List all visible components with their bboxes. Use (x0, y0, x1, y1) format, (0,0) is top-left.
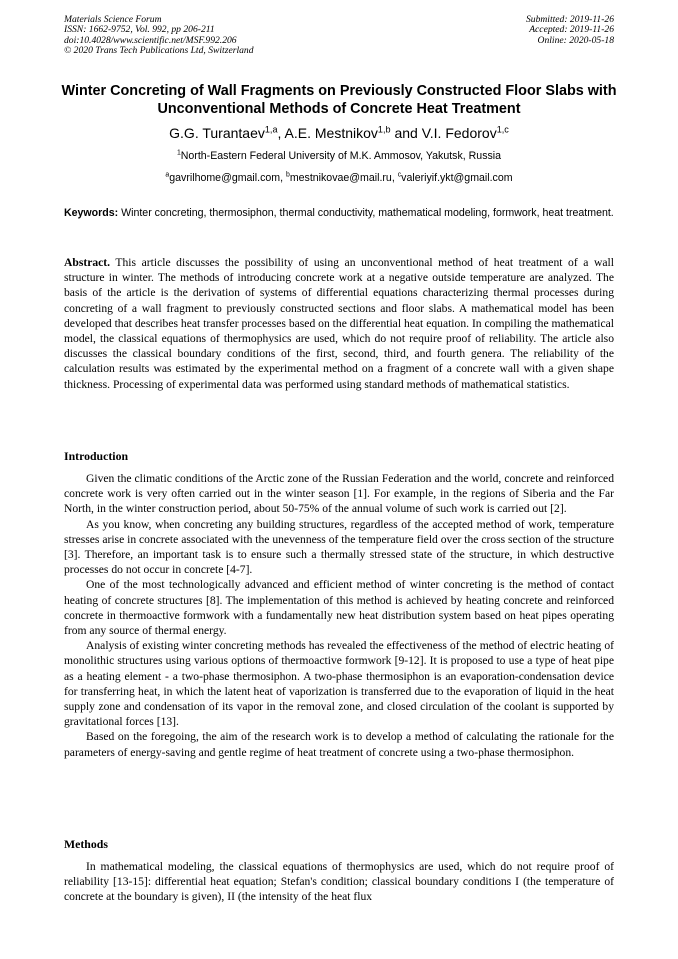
author-affiliation-mark: 1,b (377, 124, 391, 135)
email-mark: a (165, 171, 170, 179)
paper-title: Winter Concreting of Wall Fragments on Previously Constructed Floor Slabs with Unconventional Methods of Concrete Heat Treatment (61, 83, 617, 117)
paragraph: Analysis of existing winter concreting methods has revealed the effectiveness of the method of electric heating of monolithic structures using various options of thermoactive formwork [9-12]. It is proposed to use a type of heat pipe as a heating element - a two-phase thermosiphon. A two-phase thermosiphon is an evaporation-condensation device for transferring heat, in which the latent heat of vaporization is transferred due to the evaporation of liquid in the heat supply zone and condensation of its vapor in the removal zone, and closed circulation of the coolant is supported by gravitational forces [13]. (64, 639, 614, 729)
author-affiliation-mark: 1,a (264, 124, 278, 135)
author-name: A.E. Mestnikov (284, 125, 378, 141)
author-separator: and (390, 125, 422, 141)
paragraph: Given the climatic conditions of the Arctic zone of the Russian Federation and the world, concrete and reinforced concrete work is very often carried out in the winter season [1]. For example, in the regions of Siberia and the Far North, in the winter construction period, about 50-75% of the annual volume of such work is carried out [2]. (64, 472, 614, 516)
journal-name: Materials Science Forum (64, 14, 162, 25)
dates-header (526, 15, 614, 46)
journal-doi: doi:10.4028/www.scientific.net/MSF.992.206 (64, 34, 237, 46)
paragraph: As you know, when concreting any building structures, regardless of the accepted method of work, temperature stresses arise in concrete associated with the unevenness of the temperature field over the cross section of the structure [3]. Therefore, an important task is to ensure such a thermally stressed state of the structure, in which destructive processes do not occur in concrete [4-7]. (64, 517, 614, 577)
introduction-body (64, 471, 614, 760)
author-name: G.G. Turantaev (169, 125, 265, 141)
keywords-label: Keywords: (64, 207, 119, 219)
affiliation (40, 149, 638, 163)
author-list (40, 124, 638, 142)
email-link[interactable]: gavrilhome@gmail.com, (169, 172, 286, 184)
paragraph: Based on the foregoing, the aim of the research work is to develop a method of calculating the rationale for the parameters of energy-saving and gentle regime of heat treatment of concrete using a two-phase thermosiphon. (64, 730, 614, 759)
section-heading-introduction: Introduction (64, 449, 129, 463)
email-mark: c (397, 171, 402, 179)
journal-copyright: © 2020 Trans Tech Publications Ltd, Switzerland (64, 45, 254, 57)
paragraph: In mathematical modeling, the classical equations of thermophysics are used, which do not require proof of reliability [13-15]: differential heat equation; Stefan's condition; classical boundary conditions I (the temperature of concrete at the boundary is given), II (the intensity of the heat flux (64, 860, 614, 904)
online-date: Online: 2020-05-18 (537, 34, 614, 46)
email-link[interactable]: mestnikovae@mail.ru, (289, 172, 398, 184)
abstract-text: This article discusses the possibility of using an unconventional method of heat treatment of a wall structure in winter. The methods of introducing concrete work at a negative outside temperature are analyzed. The basis of the article is the derivation of systems of differential equations characterizing thermal processes during concreting of a wall fragment to previously constructed sections and floor slabs. A mathematical model has been developed that describes heat transfer processes based on the differential heat equation. In compiling the mathematical model, the classical equations of thermophysics are used, which do not require proof of reliability. The article also discusses the classical boundary conditions of the first, second, third, and fourth genera. The reliability of the calculation results was estimated by the experimental method on a fragment of a concrete wall with a given shape thickness. Processing of experimental data was performed using standard methods of mathematical statistics. (64, 256, 614, 391)
affiliation-mark: 1 (176, 149, 181, 157)
section-heading-methods: Methods (64, 837, 108, 851)
email-link[interactable]: valeriyif.ykt@gmail.com (401, 172, 513, 184)
author-affiliation-mark: 1,c (496, 124, 509, 135)
email-mark: b (285, 171, 290, 179)
keywords (64, 206, 614, 221)
paragraph: One of the most technologically advanced and efficient method of winter concreting is the method of contact heating of concrete structures [8]. The implementation of this method is achieved by heating concrete and reinforced concrete in thermoactive formwork with a fundamentally new heat distribution system based on heat pipes operating from any source of thermal energy. (64, 578, 614, 638)
author-name: V.I. Fedorov (421, 125, 497, 141)
keywords-text: Winter concreting, thermosiphon, thermal conductivity, mathematical modeling, formwork, heat treatment. (118, 207, 614, 219)
abstract-label: Abstract. (64, 256, 111, 269)
affiliation-text: North-Eastern Federal University of M.K. Ammosov, Yakutsk, Russia (180, 150, 502, 162)
accepted-date: Accepted: 2019-11-26 (529, 24, 614, 36)
journal-issn: ISSN: 1662-9752, Vol. 992, pp 206-211 (64, 24, 215, 36)
methods-body (64, 859, 614, 905)
abstract (64, 255, 614, 392)
journal-header (64, 15, 254, 57)
author-emails (40, 171, 638, 185)
author-separator: , (277, 125, 285, 141)
submitted-date: Submitted: 2019-11-26 (525, 14, 614, 25)
